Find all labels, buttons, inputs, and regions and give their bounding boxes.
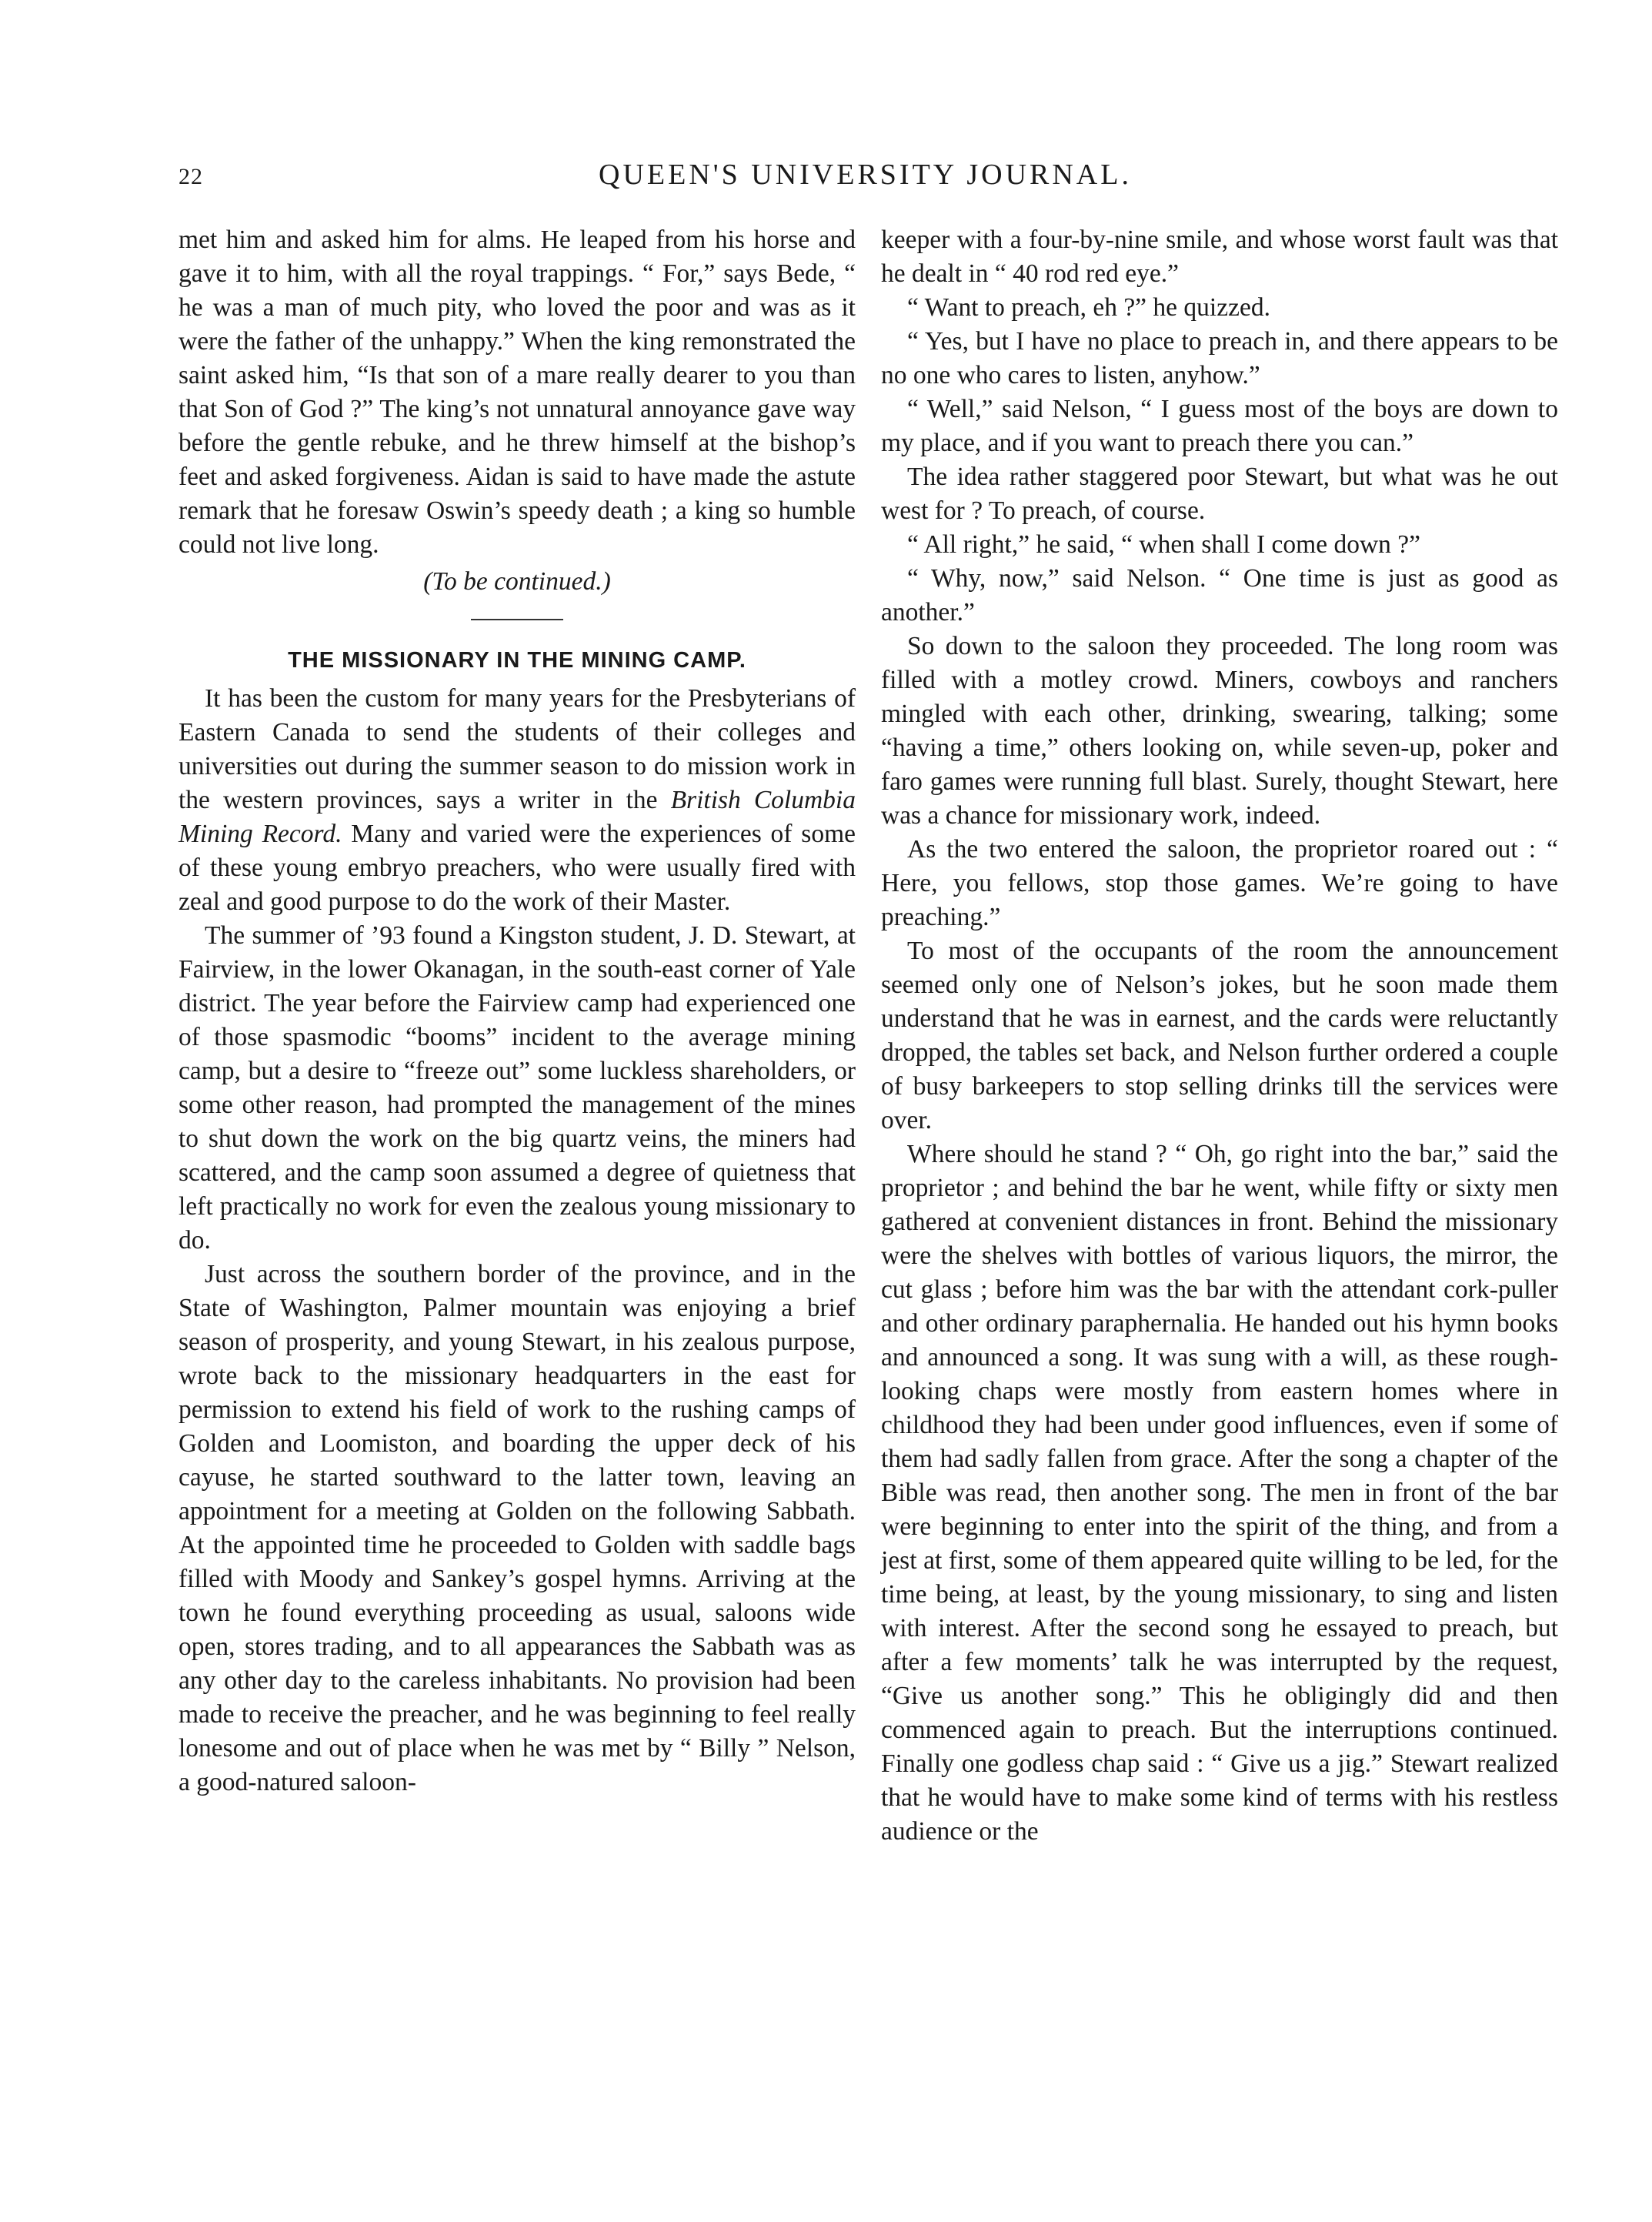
article-paragraph-4: keeper with a four-by-nine smile, and whose worst fault was that he dealt in “ 40 rod red eye.” (881, 226, 1558, 288)
section-divider (471, 619, 563, 620)
article-paragraph-8: The idea rather staggered poor Stewart, but what was he out west for ? To preach, of course. (881, 463, 1558, 525)
paragraph-text: Many and varied were the experiences of some of these young embryo preachers, who were usually fired with zeal and good purpose to do the work of their Master. (179, 820, 856, 916)
continued-paragraph: met him and asked him for alms. He leaped from his horse and gave it to him, with all the royal trappings. “ For,” says Bede, “ he was a man of much pity, who loved the poor and was as it were the father of the unhappy.” When the king remonstrated the saint asked him, “Is that son of a mare really dearer to you than that Son of God ?” The king’s not unnatural annoyance gave way before the gentle rebuke, and he threw himself at the bishop’s feet and asked forgiveness. Aidan is said to have made the astute remark that he foresaw Oswin’s speedy death ; a king so humble could not live long. (179, 226, 856, 559)
article-paragraph-10: “ Why, now,” said Nelson. “ One time is just as good as another.” (881, 564, 1558, 627)
paragraph-text: It has been the custom for many years for the Presbyterians of Eastern Canada to send the students of their colleges and universities out during the summer season to do mission work in the western provinces, says a writer in the (179, 684, 856, 814)
article-paragraph-2: The summer of ’93 found a Kingston student, J. D. Stewart, at Fairview, in the lower Okanagan, in the south-east corner of Yale district. The year before the Fairview camp had experienced one of those spasmodic “booms” incident to the average mining camp, but a desire to “freeze out” some luckless shareholders, or some other reason, had prompted the management of the mines to shut down the work on the big quartz veins, the miners had scattered, and the camp soon assumed a degree of quietness that left practically no work for even the zealous young missionary to do. (179, 921, 856, 1255)
article-paragraph-12: As the two entered the saloon, the proprietor roared out : “ Here, you fellows, stop those games. We’re going to have preaching.” (881, 835, 1558, 931)
article-paragraph-14: Where should he stand ? “ Oh, go right into the bar,” said the proprietor ; and behind the bar he went, while fifty or sixty men gathered at convenient distances in front. Behind the missionary were the shelves with bottles of various liquors, the mirror, the cut glass ; before him was the bar with the attendant cork-puller and other ordinary paraphernalia. He handed out his hymn books and announced a song. It was sung with a will, as these rough-looking chaps were mostly from eastern homes where in childhood they had been under good influences, even if some of them had sadly fallen from grace. After the song a chapter of the Bible was read, then another song. The men in front of the bar were beginning to enter into the spirit of the thing, and from a jest at first, some of them appeared quite willing to be led, for the time being, at least, by the young missionary, to sing and listen with interest. After the second song he essayed to preach, but after a few moments’ talk he was interrupted by the request, “Give us another song.” This he obligingly did and then commenced again to preach. But the interruptions continued. Finally one godless chap said : “ Give us a jig.” Stewart realized that he would have to make some kind of terms with his restless audience or the (881, 1140, 1558, 1846)
article-paragraph-5: “ Want to preach, eh ?” he quizzed. (907, 293, 1270, 322)
article-paragraph-7: “ Well,” said Nelson, “ I guess most of the boys are down to my place, and if you want to preach there you can.” (881, 395, 1558, 457)
article-heading: THE MISSIONARY IN THE MINING CAMP. (288, 648, 746, 673)
article-paragraph-3: Just across the southern border of the province, and in the State of Washington, Palmer mountain was enjoying a brief season of prosperity, and young Stewart, in his zealous purpose, wrote back to the missionary headquarters in the east for permission to extend his field of work to the rushing camps of Golden and Loomiston, and boarding the upper deck of his cayuse, he started southward to the latter town, leaving an appointment for a meeting at Golden on the following Sabbath. At the appointed time he proceeded to Golden with saddle bags filled with Moody and Sankey’s gospel hymns. Arriving at the town he found everything proceeding as usual, saloons wide open, stores trading, and to all appearances the Sabbath was as any other day to the careless inhabitants. No provision had been made to receive the preacher, and he was beginning to feel really lonesome and out of place when he was met by “ Billy ” Nelson, a good-natured saloon- (179, 1260, 856, 1796)
article-paragraph-13: To most of the occupants of the room the announcement seemed only one of Nelson’s jokes, but he soon made them understand that he was in earnest, and the cards were reluctantly dropped, the tables set back, and Nelson further ordered a couple of busy barkeepers to stop selling drinks till the services were over. (881, 937, 1558, 1134)
to-be-continued-note: (To be continued.) (423, 567, 611, 596)
journal-title: QUEEN'S UNIVERSITY JOURNAL. (599, 159, 1132, 191)
source-publication: British Columbia Mining Record. (179, 786, 856, 848)
article-paragraph-9: “ All right,” he said, “ when shall I come down ?” (907, 530, 1421, 559)
page-number: 22 (179, 164, 203, 189)
right-column (881, 223, 1558, 1849)
article-paragraph-6: “ Yes, but I have no place to preach in, and there appears to be no one who cares to listen, anyhow.” (881, 327, 1558, 389)
article-paragraph-11: So down to the saloon they proceeded. The long room was filled with a motley crowd. Miners, cowboys and ranchers mingled with each other, drinking, swearing, talking; some “having a time,” others looking on, while seven-up, poker and faro games were running full blast. Surely, thought Stewart, here was a chance for missionary work, indeed. (881, 632, 1558, 830)
left-column (179, 223, 856, 1799)
page-header (179, 158, 1552, 204)
article-paragraph-1 (179, 682, 856, 919)
